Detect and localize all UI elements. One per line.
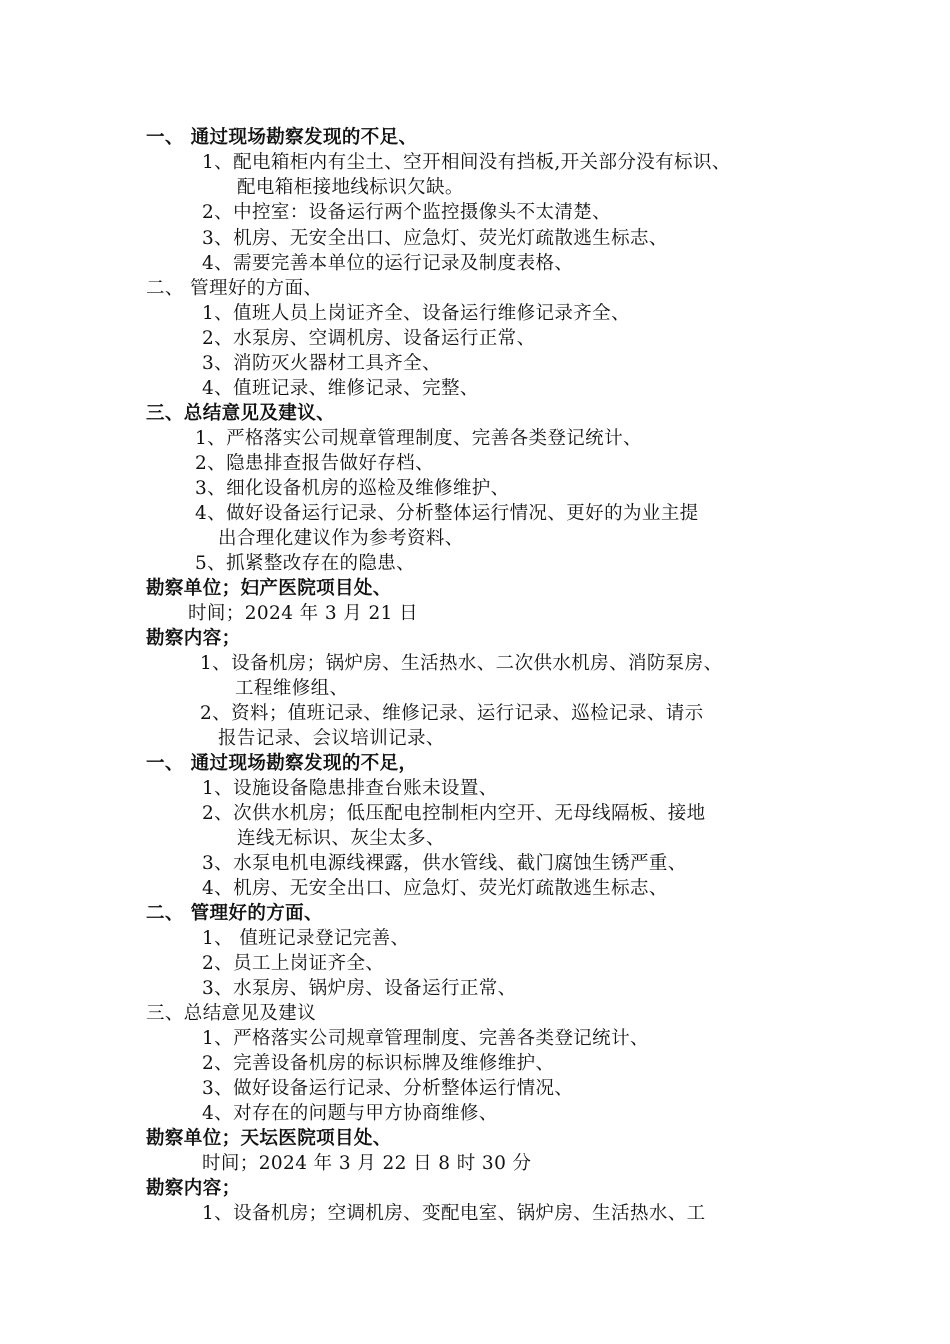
list-item: 1、配电箱柜内有尘土、空开相间没有挡板,开关部分没有标识、 (202, 152, 731, 173)
list-item: 5、抓紧整改存在的隐患、 (195, 553, 416, 574)
list-item: 3、水泵房、锅炉房、设备运行正常、 (202, 978, 517, 999)
heading-summary-1: 三、总结意见及建议、 (146, 403, 336, 424)
list-item: 4、需要完善本单位的运行记录及制度表格、 (202, 253, 574, 274)
list-item: 4、机房、无安全出口、应急灯、荧光灯疏散逃生标志、 (202, 878, 668, 899)
list-item: 3、细化设备机房的巡检及维修维护、 (195, 478, 510, 499)
list-item: 3、消防灭火器材工具齐全、 (202, 353, 441, 374)
list-item: 2、员工上岗证齐全、 (202, 953, 385, 974)
list-item: 4、对存在的问题与甲方协商维修、 (202, 1103, 498, 1124)
list-item: 2、次供水机房；低压配电控制柜内空开、无母线隔板、接地 (202, 803, 706, 824)
list-item: 2、隐患排查报告做好存档、 (195, 453, 434, 474)
list-item: 1、值班人员上岗证齐全、设备运行维修记录齐全、 (202, 303, 630, 324)
list-item: 2、资料；值班记录、维修记录、运行记录、巡检记录、请示 (200, 703, 704, 724)
list-item: 1、设备机房；锅炉房、生活热水、二次供水机房、消防泵房、 (200, 653, 723, 674)
heading-good-aspects-2: 二、 管理好的方面、 (146, 903, 323, 924)
list-item: 3、水泵电机电源线裸露，供水管线、截门腐蚀生锈严重、 (202, 853, 687, 874)
list-item: 2、完善设备机房的标识标牌及维修维护、 (202, 1053, 555, 1074)
list-item: 4、做好设备运行记录、分析整体运行情况、更好的为业主提 (195, 503, 699, 524)
list-item: 4、值班记录、维修记录、完整、 (202, 378, 479, 399)
survey-content-label-2: 勘察内容； (146, 1178, 241, 1199)
list-item: 3、做好设备运行记录、分析整体运行情况、 (202, 1078, 574, 1099)
heading-deficiencies-1: 一、 通过现场勘察发现的不足、 (146, 127, 418, 148)
list-item: 1、设备机房；空调机房、变配电室、锅炉房、生活热水、工 (202, 1203, 706, 1224)
list-item-continuation: 出合理化建议作为参考资料、 (218, 528, 464, 549)
list-item-continuation: 连线无标识、灰尘太多、 (237, 828, 445, 849)
survey-time-1: 时间；2024 年 3 月 21 日 (188, 603, 418, 624)
list-item: 2、中控室：设备运行两个监控摄像头不太清楚、 (202, 202, 612, 223)
list-item: 3、机房、无安全出口、应急灯、荧光灯疏散逃生标志、 (202, 228, 668, 249)
heading-deficiencies-2: 一、 通过现场勘察发现的不足， (146, 753, 418, 774)
list-item: 1、 值班记录登记完善、 (202, 928, 410, 949)
list-item: 1、严格落实公司规章管理制度、完善各类登记统计、 (202, 1028, 649, 1049)
list-item: 1、严格落实公司规章管理制度、完善各类登记统计、 (195, 428, 642, 449)
heading-good-aspects-1: 二、 管理好的方面、 (146, 278, 323, 299)
survey-time-2: 时间；2024 年 3 月 22 日 8 时 30 分 (202, 1153, 532, 1174)
list-item-continuation: 报告记录、会议培训记录、 (218, 728, 445, 749)
list-item: 2、水泵房、空调机房、设备运行正常、 (202, 328, 536, 349)
list-item-continuation: 工程维修组、 (235, 678, 349, 699)
survey-unit-2: 勘察单位；天坛医院项目处、 (146, 1128, 392, 1149)
list-item: 1、设施设备隐患排查台账未设置、 (202, 778, 498, 799)
survey-unit-1: 勘察单位；妇产医院项目处、 (146, 578, 392, 599)
list-item-continuation: 配电箱柜接地线标识欠缺。 (237, 177, 464, 198)
heading-summary-2: 三、总结意见及建议 (146, 1003, 317, 1024)
survey-content-label-1: 勘察内容； (146, 628, 241, 649)
